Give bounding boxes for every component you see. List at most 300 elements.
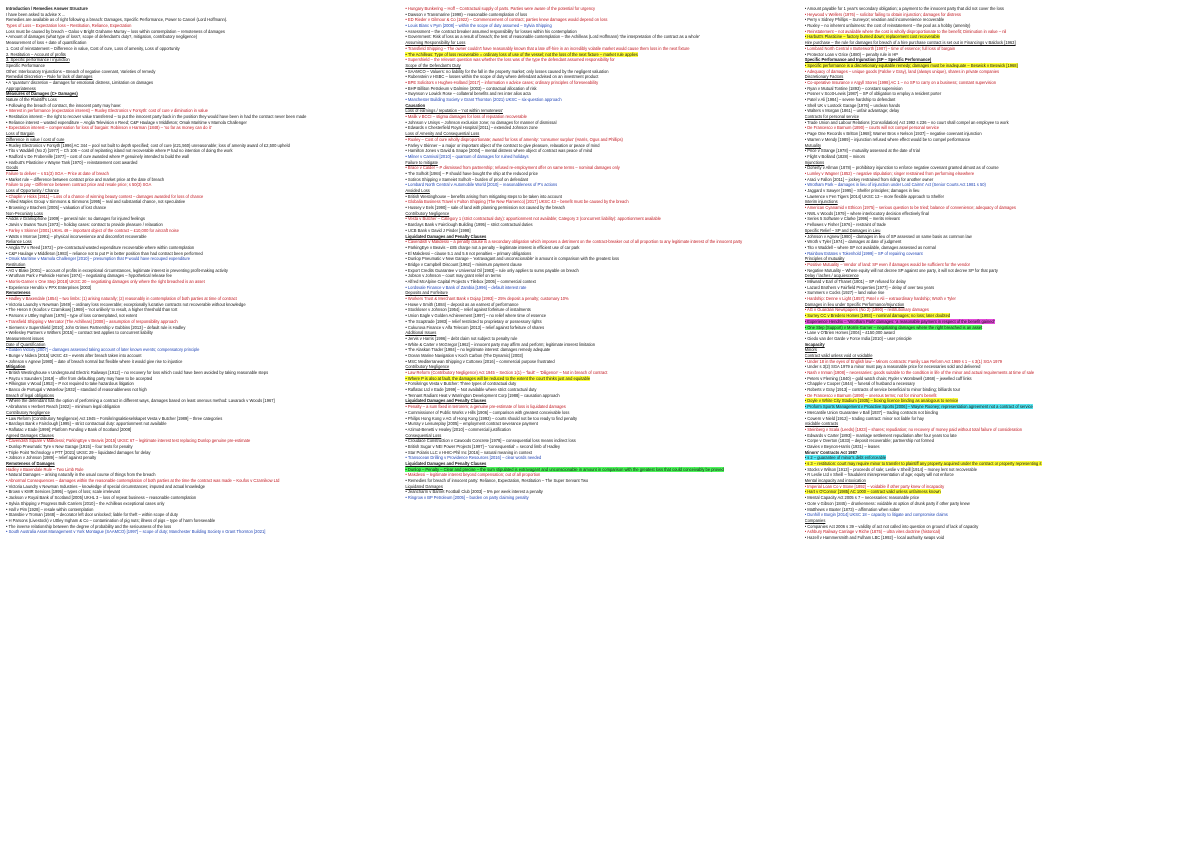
note-line	[805, 307, 1194, 312]
note-line: • Siemens v Supershield [2010]; John Grimes Partnership v Gubbins [2013] – default rule is Hadley	[6, 324, 186, 330]
note-line-text: • Nash v Inman [1908] – necessaries: goods suitable to the condition in life of the minor and actual requirements at time of sale	[804, 370, 1035, 375]
note-line	[6, 410, 395, 415]
note-line	[805, 228, 1194, 233]
note-line	[805, 404, 1194, 409]
note-line-text: Reliance Loss	[6, 239, 32, 245]
note-line	[405, 103, 794, 108]
note-line: • Sotiros Shipping v Sameiet Solholt – burden of proof on defendant	[405, 176, 529, 182]
note-line: • Philips Hong Kong v AG of Hong Kong (1993) – courts should not be too ready to find penalty	[405, 415, 577, 421]
note-line-text: • Adequacy of damages – unique goods (Falcke v Gray), land (always unique), shares in private companies	[804, 68, 1000, 74]
note-line: • Commissioner of Public Works v Hills [1906] – comparison with greatest conceivable loss	[405, 409, 570, 415]
note-line	[805, 529, 1194, 534]
note-line-text: 3. Specific performance / injunction	[6, 57, 70, 63]
note-line: • Wrotham Park v Parkside Homes [1974] – negotiating damages – hypothetical release fee	[6, 273, 172, 279]
note-line	[6, 57, 395, 62]
note-line: • British Westinghouse v Underground Electric Railways [1912] – no recovery for loss which could have been avoided by taking reasonable steps	[6, 370, 269, 375]
note-line: • Ocean Marine Navigation v Koch Carbon (The Dynamic) [2003]	[405, 352, 523, 358]
note-line: • Johnson v Unisys – Johnson exclusion zone; no damages for manner of dismissal	[405, 119, 557, 125]
note-line: • Swynson v Lowick Rose – collateral benefits and res inter alios acta	[405, 91, 531, 97]
note-line: • Negative Mutuality – Where equity will not decree SP against one party, it will not decree SP for that party	[804, 267, 998, 273]
note-line-text: Failure to mitigate	[405, 159, 438, 165]
note-line	[805, 273, 1194, 278]
note-line	[6, 256, 395, 261]
note-line: • A 'quantum' discretion – damages for emotional distress, Limitation on damages	[6, 79, 154, 85]
note-line-text: Scope of the Defendant's Duty	[405, 62, 461, 68]
note-line-text: • Transfield Shipping – The owner couldn't have reasonably known that a late off-hire in an incredibly volatile market would cause them loss in the next fixture	[405, 45, 690, 51]
note-line	[6, 364, 395, 369]
note-line-text: • Supershield – the relevant question was whether the loss was of the type the defendant assumed responsibility for	[405, 57, 615, 63]
note-line: • SAAMCO – Valuers: no liability for the fall in the property market; only losses caused by the negligent valuation	[405, 68, 609, 74]
note-line: • Mercantile Union Guarantee v Ball [1937] – trading contracts not binding	[804, 409, 939, 415]
note-line: • Wroth v Tyler [1974] – damages at date of judgment	[804, 239, 902, 245]
note-line	[6, 211, 395, 216]
note-line-text: Failure to pay – Difference between contract price and resale price; s 50(3) SGA	[6, 182, 152, 188]
note-line-text: • Hart v O'Connor [1985] AC 1000 – contract valid unless unfairness known	[804, 489, 941, 495]
note-line-text: • Hungary Bunkering – Hoff – Contractual supply of parts. Parties were aware of the potential for urgency	[405, 6, 596, 11]
note-line: • Pilkington v Wood [1953] – P not required to take hazardous litigation	[6, 381, 134, 387]
note-line: • Shell UK v Lostock Garage [1976] – unclean hands	[804, 102, 901, 108]
note-line: • Alfred McAlpine Capital Projects v Tilebox [2005] – commercial context	[405, 279, 536, 284]
note-line	[405, 216, 794, 221]
note-line: • Amount of damages (what type of loss?, scope of defendant's duty?, mitigation, contributory negligence)	[6, 34, 198, 40]
note-line: • R Leslie Ltd v Sheill – fraudulent misrepresentation of age; equity will not enforce	[804, 472, 954, 478]
note-line: • Johnson v Agnew [1980] – damages in lieu of SP assessed on same basis as common law	[804, 233, 972, 239]
note-line	[6, 52, 395, 57]
note-line	[6, 529, 395, 534]
note-line-text: • Ashbury Railway Carriage v Riche (1875) – ultra vires doctrine (historical)	[804, 529, 941, 535]
note-line-text: Avoided Loss	[405, 188, 430, 193]
note-line: • Series 5 Software v Clarke [1996] – merits relevant	[804, 216, 900, 222]
note-line	[6, 23, 395, 28]
note-line-text: Liquidated Damages and Penalty Clauses	[405, 233, 487, 239]
note-line	[6, 279, 395, 284]
note-line: • Harbutt's Plasticine v Wayne Tank [1970] – reinstatement cost awarded	[6, 159, 138, 165]
note-line: • Croudace Construction v Cawoods Concrete [1978] – consequential loss means indirect loss	[405, 438, 576, 444]
note-line	[805, 205, 1194, 210]
note-line: • Giedo van der Garde v Force India [2010] – user principle	[804, 335, 912, 341]
note-line	[405, 23, 794, 28]
note-line: • Victoria Laundry v Newman [1949] – ordinary loss recoverable; exceptionally lucrative contracts not recoverable without knowledge	[6, 301, 246, 307]
note-line-text: • Under 18 in the eyes of English law – Minors contracts: Family Law Reform Act 1969 s 1 – s 3(1) SGA 1979	[804, 358, 1002, 364]
note-line-text: Goods	[6, 165, 19, 171]
note-line: • Forsikrings Vesta v Butcher: Three types of contractual duty	[405, 381, 517, 387]
note-line	[805, 342, 1194, 347]
note-line-text: Minors' Contracts Act 1987	[804, 449, 858, 455]
note-line-text: Companies	[804, 517, 826, 523]
note-line-text: 2. Restitution – Account of profits	[6, 51, 66, 57]
note-line: • Chapple v Cooper (1844) – funeral of husband a necessary	[804, 381, 915, 387]
note-line: • ParkingEye v Beavis – £85 charge not a penalty – legitimate interest in efficient use of car park	[405, 244, 580, 250]
note-line	[405, 6, 794, 11]
note-line	[805, 80, 1194, 85]
note-line	[405, 370, 794, 375]
note-line-text: • s 3 – restitution: court may require minor to transfer to plaintiff any property acquired under the contract or property representing it	[804, 461, 1042, 466]
note-line-text: • Cavendish Square v Makdessi; ParkingEye v Beavis [2015] UKSC 67 – legitimate interest test replacing Dunlop genuine pre-estimate	[6, 438, 251, 444]
note-line	[405, 154, 794, 159]
note-line-text: • De Francesco v Barnum (1890) – onerous terms; not for minor's benefit	[804, 392, 937, 398]
note-line	[805, 359, 1194, 364]
notes-column-3	[805, 6, 1194, 842]
note-line-text: • ED Rieder v Gilmour & Co (1922) – Commencement of contract; parties knew damages would depend on loss	[405, 17, 608, 23]
note-line: • Howe v Smith (1884) – deposit as an earnest of performance	[405, 301, 519, 307]
note-line: • Ruxley – no inherent unfairness: the cost of reinstatement – the pool as a hobby (amenity)	[804, 23, 971, 29]
note-line-text: • Louis Blanc v Pym [2008] – within the scope of duty assumed – Sylvia Shipping	[405, 23, 552, 29]
note-line	[805, 421, 1194, 426]
note-line: • Perry v Sidney Phillips – Surveyor; vexation and inconvenience recoverable	[804, 17, 945, 23]
note-line: • Matthews v Baxter (1873) – affirmation when sober	[804, 506, 900, 512]
note-line: • Jaggard v Sawyer [1995] – Shelfer principles; damages in lieu	[804, 188, 920, 193]
note-line	[805, 489, 1194, 494]
note-line: Specific Performance	[6, 62, 45, 68]
note-line	[405, 108, 794, 113]
note-line	[805, 461, 1194, 466]
note-line	[405, 472, 794, 477]
note-line: • Companies Act 2006 s 39 – validity of act not called into question on ground of lack of capacity	[804, 523, 979, 529]
note-line: • Ryan v Mutual Tontine (1893) – constant supervision	[804, 85, 903, 91]
note-line	[405, 97, 794, 102]
note-line	[805, 143, 1194, 148]
note-line: • Corpe v Overton (1833) – deposit recoverable; partnership not formed	[804, 438, 934, 444]
note-line	[6, 336, 395, 341]
note-line	[405, 285, 794, 290]
note-line	[805, 393, 1194, 398]
note-line	[405, 364, 794, 369]
note-line: • Payzu v Saunders [1919] – offer from defaulting party may have to be accepted	[6, 375, 153, 381]
note-line: • Radford v De Froberville [1977] – cost of cure awarded where P genuinely intended to build the wall	[6, 153, 189, 159]
note-line-text: Non-Pecuniary Loss	[6, 210, 43, 216]
note-line: • Union Eagle v Golden Achievement [1997] – no relief where time of essence	[405, 313, 547, 319]
note-line-text: • Steinberg v Scala (Leeds) [1923] – shares; repudiation; no recovery of money paid without total failure of consideration	[804, 426, 1023, 432]
note-line-text: • Rainbow Estates v Tokenhold [1999] – SP of repairing covenant	[804, 250, 923, 256]
note-line-text: • Chaplin v Hicks [1911] – Loss of a chance of winning beauty contest – damages awarded for loss of chance	[6, 193, 204, 199]
note-line	[805, 12, 1194, 17]
note-line	[405, 188, 794, 193]
note-line: • El Makdessi – clause 5.1 and 5.6 not penalties – primary obligations	[405, 250, 532, 256]
note-line	[405, 137, 794, 142]
note-line: • Following the breach of contract, the innocent party may have:	[6, 102, 122, 108]
note-line-text: Agreed Damages Clauses	[6, 432, 54, 438]
note-line: • Doherty v Allman (1878) – prohibitory injunction to enforce negative covenant granted almost as of course	[804, 165, 999, 171]
note-line: • Peters v Fleming (1840) – gold watch chain; Ryder v Wombwell (1868) – jewelled cuff links	[804, 375, 972, 381]
note-line-text: • Hardship: Denne v Light (1857); Patel v Ali – extraordinary hardship; Wroth v Tyler	[804, 296, 956, 302]
note-line-text: • Experience Hendrix – 'Wrotham Park' damages: 'a reasonable payment in respect of the benefit gained'	[804, 318, 995, 324]
note-line	[805, 296, 1194, 301]
note-line: • Abrahams v Herbert Reach [1922] – minimum legal obligation	[6, 404, 121, 410]
note-line: • Lane v O'Brien Homes [2004] – £150,000 award	[804, 330, 895, 336]
note-line-text: Delay / laches / acquiescence	[804, 273, 859, 279]
note-line: • Banco de Portugal v Waterlow [1932] – standard of reasonableness not high	[6, 387, 147, 393]
note-line-text: Contracts for personal service	[804, 114, 860, 120]
note-line	[405, 40, 794, 45]
note-line: • Stocks v Wilson [1913] – proceeds of sale; Leslie v Sheill [1914] – money lent not recoverable	[804, 466, 977, 472]
note-line: • Ruxley Electronics v Forsyth [1996] AC 344 – pool not built to depth specified; cost of cure (£21,560) unreasonable; loss of amenity award of £2,500 upheld	[6, 142, 290, 148]
note-line: • Where the defendant has the option of performing a contract in different ways, damages based on least onerous method: Lavarack v Woods [1967]	[6, 398, 275, 404]
notes-column-1	[6, 6, 395, 842]
note-line: • NWL v Woods [1979] – where interlocutory decision effectively final	[804, 210, 929, 216]
note-line-text: Injunctions	[804, 159, 825, 165]
note-line: • Fellowes v Fisher [1976] – restraint of trade	[804, 222, 886, 228]
note-line	[405, 467, 794, 472]
note-line-text: • Lordsvale Finance v Bank of Zambia [1996] – default interest rate	[405, 284, 527, 290]
note-line-text: Additional Issues	[405, 330, 437, 336]
note-line	[405, 17, 794, 22]
note-line: • Experience Hendrix v PPX Enterprises [2003]	[6, 284, 92, 290]
note-line	[805, 182, 1194, 187]
note-line	[6, 239, 395, 244]
note-line-text: • Interest in performance (expectation interest) – Ruxley Electronics v Forsyth: cost of cure v diminution in value	[6, 108, 208, 114]
note-line-text: Specific Relief – SP and Damages in Lieu	[804, 227, 881, 233]
note-line	[6, 319, 395, 324]
note-line-text: • Specific performance is a discretionary equitable remedy; damages must be inadequate – Beswick v Beswick [1968]	[804, 62, 1018, 68]
note-line-text: Mitigation	[6, 364, 26, 370]
note-line: • Lazard Brothers v Fairfield Properties [1977] – delay of over two years	[804, 284, 935, 290]
note-line-text: Principles of mutuality	[804, 256, 845, 262]
note-line-text: • Lombard North Central v Automobile World [2010] – reasonableness of P's actions	[405, 182, 558, 188]
note-line	[6, 86, 395, 91]
note-line	[6, 6, 395, 11]
note-line	[805, 325, 1194, 330]
note-line-text: • AG v Guardian Newspapers (No 2) [1990] – restitutionary damages	[804, 307, 929, 313]
note-line: • Mental Capacity Act 2005 s 7 – necessaries: reasonable price	[804, 495, 920, 501]
note-line	[805, 114, 1194, 119]
note-line: • Amount payable for 1 year's secondary obligation; a payment to the innocent party that did not cover the loss	[804, 6, 1004, 11]
note-line: • Remedies for breach of innocent party: Reliance, Expectation, Restitution – The Super Servant Two	[405, 478, 589, 484]
note-line: • Edwards v Chesterfield Royal Hospital [2011] – extended Johnson zone	[405, 125, 538, 131]
note-line: Remedies are available as of right following a breach: Damages, Specific Performance, Power to Cancel (Lord Hoffmann).	[6, 17, 228, 23]
note-line-text: Assuming Responsibility for Loss	[405, 40, 466, 46]
note-line-text: • Manchester Building Society v Grant Thornton (2021) UKSC – six-question approach	[405, 97, 562, 102]
note-line	[805, 34, 1194, 39]
note-line-text: • Workers Trust & Merchant Bank v Dojap [1993] – 25% deposit a penalty; customary 10%	[405, 296, 569, 302]
note-line: • The Alaskan Trader [1984] – no legitimate interest: damages remedy adequate	[405, 347, 551, 353]
note-line: • Walters v Morgan (1861) – unfair advantage; delay	[804, 108, 900, 114]
note-line-text: Causation	[405, 102, 426, 108]
note-line	[405, 199, 794, 204]
note-line: • Star Polaris LLC v HHIC-Phil Inc [2016] – natural meaning in context	[405, 449, 532, 455]
note-line	[6, 125, 395, 130]
note-line-text: • Penalty – a sum fixed in terrorem; a genuine pre-estimate of loss is liquidated damages	[405, 404, 566, 410]
note-line: • Farley v Skinner – a major or important object of the contract to give pleasure, relaxation or peace of mind	[405, 142, 600, 148]
note-line: • Watts v Morrow [1991] – physical inconvenience and discomfort recoverable	[6, 233, 147, 239]
note-line	[6, 290, 395, 295]
note-line: • Dunlop Pneumatic v New Garage – 'extravagant and unconscionable' in amount in comparison with the greatest loss	[405, 256, 620, 262]
note-line-text: Difference in value / cost of cure	[6, 136, 65, 142]
note-line: • Flight v Bolland (1828) – minors	[804, 153, 866, 159]
note-line-text: • Makdessi – legitimate interest beyond compensation; out of all proportion	[405, 472, 541, 478]
note-line-text: • Ruxley – Cost of cure wholly disproportionate; award for loss of amenity: 'consumer surplus' (Harris, Ogus and Phillips)	[405, 136, 623, 142]
note-line	[6, 342, 395, 347]
note-line-text: Hire purchase – the rule for damages for breach of a hire purchase contract is set out in Financings v Baldock [1963]	[804, 40, 1016, 46]
note-line: Loss must be caused by breach – Galoo v Bright Grahame Murray – loss within contemplation – remoteness of damages	[6, 28, 225, 34]
note-line	[805, 398, 1194, 403]
note-line-text: • Ringrow v BP Petroleum [2005] – burden on party claiming penalty	[405, 495, 529, 501]
note-line: • Tennant Radiant Heat v Warrington Development Corp [1988] – causation approach	[405, 392, 560, 398]
note-line: • The Scaptrade [1983] – relief restricted to proprietary or possessory rights	[405, 318, 542, 324]
note-line	[6, 296, 395, 301]
note-line: • Jeancharm v Barnet Football Club [2003] – 5% per week interest a penalty	[405, 489, 543, 495]
note-line	[405, 182, 794, 187]
note-line	[805, 427, 1194, 432]
note-line	[805, 347, 1194, 352]
note-line: • Tito v Waddell – where SP not available, damages assessed as normal	[804, 244, 936, 250]
note-line	[6, 393, 395, 398]
note-line-text: Incapacity	[804, 341, 825, 347]
note-line: • The inverse relationship between the degree of probability and the seriousness of the loss	[6, 523, 172, 529]
note-line-text: Failure to deliver – s 51(3) SGA – Price at date of breach	[6, 170, 109, 176]
note-line-text: • Wrotham Park – damages in lieu of injunction under Lord Cairns' Act (Senior Courts Act 1981 s 50)	[804, 182, 986, 188]
note-line: • Rubenstein v HSBC – losses within the scope of duty where defendant advised on an investment product	[405, 74, 599, 80]
note-line-text: Remoteness of Damages	[6, 461, 55, 466]
note-line	[805, 262, 1194, 267]
note-line-text: • Transfield Shipping v Mercator (The Achilleas) [2008] – assumption of responsibility approach	[6, 318, 178, 324]
note-line-text: Voidable contracts	[804, 421, 839, 427]
note-line	[805, 512, 1194, 517]
note-line: • Davies v Beynon-Harris (1931) – leases	[804, 443, 880, 449]
note-line: • BHP Billiton Petroleum v Dalmine (2003) – contractual allocation of risk	[405, 85, 537, 91]
note-line: • Market rule – difference between contract price and market price at the date of breach	[6, 176, 165, 182]
note-line	[805, 370, 1194, 375]
note-line	[405, 165, 794, 170]
note-line-text: • American Cyanamid v Ethicon [1975] – serious question to be tried; balance of convenience; adequacy of damages	[804, 205, 1016, 211]
note-line-text: Appropriateness	[6, 85, 36, 91]
note-line	[805, 199, 1194, 204]
note-line-text: • Lombard North Central v Butterworth [1987] – time of essence; full loss of bargain	[804, 45, 956, 51]
note-line: • Edwards v Carter [1893] – marriage settlement repudiation after four years too late	[804, 432, 957, 438]
note-line-text: • De Francesco v Barnum (1890) – courts will not compel personal service	[804, 125, 939, 131]
note-line	[805, 160, 1194, 165]
note-line: • Under s 3(2) SGA 1979 a minor must pay a reasonable price for necessaries sold and delivered	[804, 364, 981, 370]
note-line	[405, 160, 794, 165]
note-line	[6, 228, 395, 233]
note-line-text: • Reinstatement – not available where the cost is wholly disproportionate to the benefit; Diminution in value – nil	[804, 28, 1007, 34]
note-line: • Browning v Brachers [2005] – valuation of lost chance	[6, 205, 107, 211]
note-line: • Warren v Mendy [1989] – injunction refused where effect would be to compel performance	[804, 136, 971, 142]
note-line: • Sylvia Shipping v Progress Bulk Carriers [2010] – the Achilleas exceptional cases only	[6, 500, 165, 506]
note-line: • Raflatac Ltd v Eade [1999] – Not available where strict contractual duty	[405, 387, 537, 393]
note-line	[805, 63, 1194, 68]
note-line: • Posner v Scott-Lewis [1987] – SP of obligation to employ a resident porter	[804, 91, 942, 97]
note-line: • Roberts v Gray [1913] – contracts of service beneficial to minor binding; billiards tour	[804, 387, 961, 393]
note-line: • Bunge v Nidera [2015] UKSC 43 – events after breach taken into account	[6, 352, 142, 358]
note-line-text: • Brace v Calder – P dismissed from partnership; refused re-employment offer on same terms – nominal damages only	[405, 165, 620, 171]
note-line-text: • Expectation interest – compensation for loss of bargain: Robinson v Harman (1848) – 'so far as money can do it'	[6, 125, 212, 131]
note-line	[805, 69, 1194, 74]
note-line	[405, 398, 794, 403]
note-line-text: Contract valid unless void or voidable	[804, 352, 873, 358]
note-line-text: • Farley v Skinner [2001] UKHL 49 – important object of the contract – £10,000 for aircraft noise	[6, 227, 179, 233]
note-line-text: • Law Reform (Contributory Negligence) Act 1945 – Section 1(1) – 'fault' – 'Diligence' – Not in breach of contract	[405, 370, 608, 375]
note-line-text: Loss of Amenity and Consequential Loss	[405, 131, 480, 137]
note-line-text: • Imperial Loan Co v Stone [1892] – voidable if other party knew of incapacity	[804, 483, 945, 489]
note-line	[805, 313, 1194, 318]
note-line: • Stockloser v Johnson [1954] – relief against forfeiture of instalments	[405, 307, 531, 313]
note-line	[405, 63, 794, 68]
note-line: • Wellesley Partners v Withers [2015] – contract test applies to concurrent liability	[6, 330, 153, 336]
note-line: • Raflatac v Eade [1999]; Platform Funding v Bank of Scotland [2008]	[6, 426, 132, 432]
note-line: • Milward v Earl of Thanet (1801) – SP refused for delay	[804, 279, 906, 284]
note-line	[405, 455, 794, 460]
note-line: • Tito v Waddell (No 2) [1977] – Ch 106 – cost of replanting island not recoverable where P had no intention of doing the work	[6, 148, 233, 154]
note-line: • Murray v Leisureplay [2005] – employment contract severance payment	[405, 421, 538, 427]
note-line: • Hamilton Jones v David & Snape [2004] – mental distress where object of contract was peace of mind	[405, 148, 593, 154]
note-line: • The Solholt [1984] – P should have bought the ship at the reduced price	[405, 170, 538, 176]
note-line-text: Damages in lieu under Specific Performance/Injunction	[804, 301, 905, 307]
note-line: • Jobson v Johnson – court may grant relief on terms	[405, 273, 501, 279]
note-line	[405, 461, 794, 466]
note-line	[805, 518, 1194, 523]
note-line	[405, 495, 794, 500]
note-line: • Cowern v Nield [1912] – trading contract: minor not liable for hay	[804, 415, 924, 421]
notes-column-2	[405, 6, 794, 842]
note-line: • Victoria Laundry v Newman Industries – knowledge of special circumstances; imputed and actual knowledge	[6, 483, 205, 489]
note-line-text: Loss of Bargain	[6, 131, 35, 137]
note-line: • British Westinghouse – benefits arising from mitigating steps to be taken into account	[405, 193, 562, 199]
note-line	[805, 484, 1194, 489]
note-line: • Price v Strange [1978] – mutuality assessed at the date of trial	[804, 148, 920, 154]
note-line: • Jervis v Harris [1996] – debt claim not subject to penalty rule	[405, 335, 518, 341]
note-line: • AG v Blake [2001] – account of profits in exceptional circumstances, legitimate interest in preventing profit-making activity	[6, 267, 228, 273]
note-line	[805, 29, 1194, 34]
note-line-text: • Transocean Drilling v Providence Resources [2016] – clear words needed	[405, 455, 542, 461]
note-line	[805, 478, 1194, 483]
note-line-text: Measurement issues	[6, 335, 44, 341]
note-line: • Patel v Ali [1984] – severe hardship to defendant	[804, 97, 896, 102]
note-line	[405, 234, 794, 239]
note-line: Measurement of loss + date of quantification	[6, 40, 87, 46]
note-line-text: Remedial Discretion – Rule for lack of damages	[6, 74, 93, 80]
note-line-text: Loss of earnings / reputation – 'not within remoteness'	[405, 108, 503, 114]
note-line-text: Liquidated Damages and Penalty Clauses	[405, 461, 487, 466]
note-line	[805, 40, 1194, 45]
note-line-text: Introduction / Remedies Answer Structure	[6, 6, 88, 11]
note-line-text: • Malik v BCCI – stigma damages for loss of reputation recoverable	[405, 114, 527, 120]
note-line: • The Heron II (Koufos v Czarnikow) [1969] – 'not unlikely' to result, a higher threshold than tort	[6, 307, 178, 313]
note-line-text: • Cavendish v Makdessi – a penalty clause is a secondary obligation which imposes a detriment on the contract-breaker out of all proportion to any legitimate interest of the innocent party	[405, 239, 743, 245]
note-line	[6, 165, 395, 170]
note-line-text: • s 2 – guarantee of minor's debt enforceable	[804, 455, 887, 461]
note-line	[405, 46, 794, 51]
note-line: • Araci v Fallon [2011] – jockey restrained from riding for another owner	[804, 176, 934, 182]
note-line-text: Deposits and Forfeiture	[405, 290, 448, 296]
note-line: • Government: Risk of loss as a result of breach; the test of reasonable contemplation – the Achilleas (Lord Hoffmann) 'the interpretation of the contract as a whole'	[405, 34, 700, 40]
note-line: • Law Reform (Contributory Negligence) Act 1945 – Forsikringsaktieselskapet Vesta v Butcher [1989] – three categories	[6, 415, 223, 421]
note-line-text: Mutuality	[804, 142, 822, 148]
note-line-text: Specific Performance and Injunction (SP – Specific Performance)	[804, 57, 932, 63]
note-line: • Summers v Cocks (1927) – land value rise	[804, 290, 885, 296]
note-line: • Jobson v Johnson [1989] – relief against penalty	[6, 455, 97, 461]
note-line-text: Types of Loss – Expectation loss – Restitution, Reliance, Expectation	[6, 23, 132, 29]
note-line-text: • Golden Victory [2007] – damages assessed taking account of later known events; compensatory principle	[6, 347, 200, 353]
note-line: • Barclays Bank v Fairclough [1995] – strict contractual duty: apportionment not available	[6, 421, 167, 427]
note-line	[405, 484, 794, 489]
note-line	[805, 353, 1194, 358]
note-line-text: Date of Quantification	[6, 341, 46, 347]
note-line-text: Consequential Loss	[405, 432, 442, 438]
note-line	[405, 404, 794, 409]
note-line	[405, 57, 794, 62]
note-line-text: • Lumley v Wagner (1852) – negative stipulation; singer restrained from performing elsewhere	[804, 170, 975, 176]
note-line-text: • Abnormal Consequences – damages within the reasonable contemplation of both parties at the time the contract was made – Koufos v Czarnikow Ltd	[6, 478, 280, 484]
note-line: • Anglia TV v Reed [1972] – pre-contractual wasted expenditure recoverable where within contemplation	[6, 244, 195, 250]
note-line: • Lawrence v Fen Tigers [2014] UKSC 13 – more flexible approach to Shelfer	[804, 193, 944, 199]
note-line-text: • Doyle v White City Stadium [1935] – boxing licence binding as analogous to service	[804, 398, 959, 404]
note-line-text: • Morris-Garner v One Step [2018] UKSC 20 – negotiating damages only where the right breached is an asset	[6, 279, 205, 284]
note-line	[6, 347, 395, 352]
note-line	[805, 74, 1194, 79]
note-line	[6, 188, 395, 193]
note-line: • Hussey v Eels [1990] – sale of land with planning permission not caused by the breach	[405, 205, 565, 211]
note-line	[805, 256, 1194, 261]
